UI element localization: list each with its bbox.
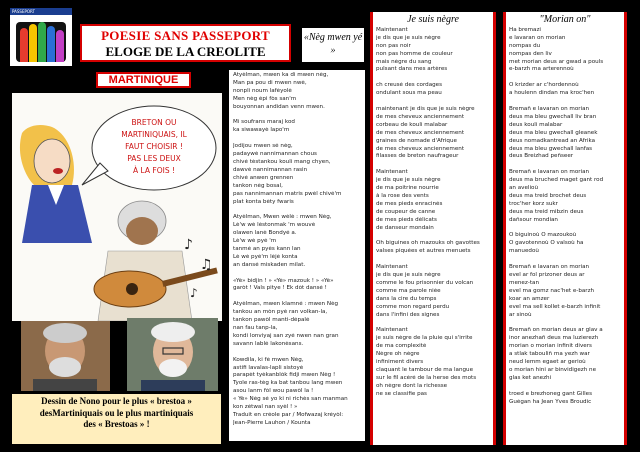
drawing-caption — [12, 394, 221, 444]
poem-line: pulsant dans mes artères — [376, 66, 448, 73]
caption-line-2: desMartiniquais ou le plus martiniquais — [39, 407, 194, 418]
poem-line — [233, 270, 361, 278]
poem-line: o morian hini ar binvidigezh ne — [509, 366, 597, 373]
passeport-logo — [10, 8, 72, 66]
poem-line — [376, 256, 490, 264]
portrait-left-drawing — [21, 321, 110, 391]
poem-line: comme le fou prisonnier du volcan — [376, 279, 474, 286]
logo-hand-yellow — [29, 24, 37, 62]
poem-line: Ha bremazi — [509, 26, 541, 33]
column3-right-bar — [624, 12, 627, 445]
poem-line: Tyole ras-tèg ka bat tanbou lang mwen — [233, 380, 343, 387]
poem-line: sur le fil acéré de la herse des mots — [376, 374, 477, 381]
logo-hand-green — [38, 22, 46, 62]
poem-line: dañsour mondian — [509, 216, 558, 223]
poem-line: dans l'infini des signes — [376, 311, 440, 318]
poem-line: Jodijou mwen sé nèg, — [233, 143, 293, 150]
poem-line: deus Breizhad peñseer — [509, 153, 574, 160]
poem-line: morian o morian infinit divers — [509, 343, 592, 350]
poem-line: Maintenant — [376, 26, 408, 33]
poem-line: ka siwawayè lapo'm — [233, 127, 290, 134]
poem-line: graines de nomade d'Afrique — [376, 137, 457, 144]
poem-line: non pas noir — [376, 42, 411, 49]
poem-line — [376, 74, 490, 82]
poem-line: de ma complexité — [376, 343, 427, 350]
poem-line: plat konta bèty fwaris — [233, 198, 294, 205]
poem-line: de ma poitrine nourrie — [376, 185, 439, 192]
poem-line — [233, 349, 361, 357]
poem-line — [509, 383, 621, 391]
poem-line: olawen lanè Bondyé a. — [233, 230, 297, 237]
poem-line — [509, 256, 621, 264]
column1-title-box — [302, 28, 364, 62]
poem-line: deus ma bleu gwechall gleanek — [509, 129, 598, 136]
region-label: MARTINIQUE — [96, 72, 191, 88]
poem-line: dawvè nannimannan rasin — [233, 166, 308, 173]
poem-line: nompas den liv — [509, 50, 552, 57]
column1-title: «Nèg mwen yé » — [303, 32, 363, 56]
poem-line: tankou an mòn pyé ran volkan-la, — [233, 309, 328, 316]
poem-line: Maintenant — [376, 327, 408, 334]
poem-line: Traduit en créole par / Mofwazaj kréyòl: — [233, 411, 344, 418]
poem-line: corbeau de kouli malabar — [376, 121, 448, 128]
poem-line — [233, 135, 361, 143]
poem-line: valses piquées et autres menuets — [376, 248, 471, 255]
poem-line — [233, 112, 361, 120]
poem-line: Maintenant — [376, 264, 408, 271]
poem-line: troc'her korz sukr — [509, 200, 558, 207]
poem-line: ch creusé des cordages — [376, 82, 443, 89]
poem-line: je dis que je suis nègre — [376, 272, 441, 278]
poem-line: ne se classifie pas — [376, 390, 427, 397]
poem-line — [376, 319, 490, 327]
poem-line: deus kouli malabar — [509, 121, 563, 128]
poem-line: claquant le tambour de ma langue — [376, 366, 474, 373]
poem-line: e lavaran on morian — [509, 34, 566, 41]
poem-line: Kowdila, ki fè mwen Nèg, — [233, 356, 304, 363]
caption-line-3: des « Brestoas » ! — [83, 419, 150, 429]
poem-line — [376, 98, 490, 106]
poem-line: kon zétwal nan syèl ! » — [233, 404, 298, 411]
photo-portrait-left — [21, 321, 110, 391]
poem-french — [373, 12, 493, 445]
poem-line — [376, 161, 490, 169]
poem-line — [509, 161, 621, 169]
speech-line-2: MARTINIQUAIS, IL — [121, 130, 187, 139]
poem-line: infiniment divers — [376, 358, 424, 365]
poem-line: tankon nèg bosal, — [233, 182, 283, 189]
poem-line: non pas homme de couleur — [376, 50, 453, 57]
poem-line: deus ma treid brochet deus — [509, 192, 587, 199]
portrait-right-drawing — [127, 318, 218, 391]
poem-line: dans la cire du temps — [376, 295, 437, 302]
poem-line: de coupeur de canne — [376, 208, 436, 215]
page-title-box — [80, 24, 291, 62]
logo-hand-red — [20, 28, 28, 62]
poem-line: filasses de breton naufrageur — [376, 153, 459, 160]
poem-line: deus nomadkantread an Afrika — [509, 137, 596, 144]
svg-text:♫: ♫ — [200, 257, 213, 273]
poem-line — [509, 74, 621, 82]
logo-hand-purple — [56, 30, 64, 62]
poem-line: Lè wè pyé'm lèjè konta — [233, 253, 298, 260]
poem-line: an dansé miskaden milat. — [233, 261, 306, 268]
poem-line: Bremañ e lavaran on morian — [509, 105, 590, 112]
photo-portrait-right — [127, 318, 218, 391]
poem-line: a houlenn dindan ma kroc'hen — [509, 90, 595, 97]
poem-line: inor anezhañ deus ma luzierezh — [509, 335, 599, 342]
poem-line: deus ma treid mibzin deus — [509, 208, 584, 215]
column3-lines — [509, 27, 621, 407]
speech-line-4: PAS LES DEUX — [127, 154, 181, 163]
poem-line: Lè'w wè pyé 'm — [233, 238, 277, 245]
logo-hand-blue — [47, 26, 55, 62]
poem-line: kondi lonviyaj san zyé nwen nan gran — [233, 332, 339, 339]
poem-line: Bremañ e lavaran on morian — [509, 169, 590, 176]
column3-title: "Morian on" — [539, 14, 591, 25]
poem-line: O gavotennoù O valsoù ha — [509, 240, 584, 247]
poem-line: de mes cheveux anciennement — [376, 145, 465, 152]
cartoon-drawing — [12, 93, 222, 321]
page-title: POESIE SANS PASSEPORT — [101, 28, 270, 43]
poem-line: je dis que je suis nègre — [376, 177, 441, 184]
poem-line: neud lemm egaet ar gerioù — [509, 358, 586, 365]
poem-line: Oh biguines oh mazouks oh gavottes — [376, 240, 480, 247]
poem-line: garòt ! Vals pitye ! Èk dòt dansé ! — [233, 285, 327, 292]
poem-line: maintenant je dis que je suis nègre — [376, 105, 475, 112]
poem-line: Man pa pou di mwen nwè, — [233, 79, 307, 86]
poem-line: evel ma sell kollet e-barzh infinit — [509, 303, 601, 310]
poem-line: Jean-Pierre Lauhon / Kounta — [233, 419, 311, 426]
poem-line: nan fau tanp-la, — [233, 325, 278, 331]
poem-line — [509, 98, 621, 106]
poem-line: de mes pieds délicats — [376, 216, 437, 223]
poem-line: menez-tan — [509, 279, 539, 286]
poem-line: Atyèlman, Mwen wèlè : mwen Nèg, — [233, 214, 332, 221]
poem-line: chivé tèstankou kouli mang chyen, — [233, 158, 331, 165]
poem-line — [509, 319, 621, 327]
poem-line: Guégan ha Jean Yves Broudic — [509, 398, 592, 405]
poem-line: comme ma parole niée — [376, 287, 441, 294]
speech-line-5: À LA FOIS ! — [133, 166, 175, 175]
column2-right-bar — [493, 12, 496, 445]
poem-line: a stlak tabouliñ ma yezh war — [509, 351, 590, 358]
poem-line: Atyèlman, mwen ka di mwen nèg, — [233, 72, 329, 78]
poem-creole — [229, 70, 365, 441]
poem-line: de danseur mondain — [376, 224, 434, 231]
poem-line: glas ket anezhi — [509, 374, 552, 381]
poem-line: evel ar fol prizoner deus ar — [509, 272, 585, 278]
poem-line: deus ma bleu gwechall lanfas — [509, 145, 593, 152]
poem-line: Bremañ e lavaran on morian — [509, 264, 590, 271]
poem-line: asou lanm fòl wou pawòl la ! — [233, 388, 314, 395]
poem-line: ondulant sous ma peau — [376, 90, 442, 97]
poem-line: koar an amzer — [509, 295, 550, 302]
poem-line: nompas du — [509, 42, 541, 49]
poem-line: oh nègre dont la richesse — [376, 382, 448, 389]
poem-line: savann lablé lakonèsans. — [233, 340, 304, 347]
speech-line-3: FAUT CHOISIR ! — [125, 142, 183, 151]
poem-line: manuedoù — [509, 248, 539, 255]
poem-line: tankon pawòl manti-dépalé — [233, 317, 310, 324]
svg-text:♪: ♪ — [184, 237, 193, 253]
page-subtitle: ELOGE DE LA CREOLITE — [105, 44, 266, 59]
poem-line: astifi lavalas-lapli sistoyé — [233, 364, 304, 371]
poem-line: Bremañ on morian deus ar glav a — [509, 327, 603, 334]
svg-text:♪: ♪ — [190, 286, 198, 300]
poem-line — [233, 293, 361, 301]
poem-line: met morian deus ar gwad a pouls — [509, 58, 604, 65]
poem-line: parapèt tyèkanblòk fidji mwen Nèg ! — [233, 372, 336, 379]
poem-line: bouyonnan andidan venn mwen. — [233, 103, 325, 110]
poem-line: deus ma bleu gwechall liv bran — [509, 113, 597, 120]
poem-line — [376, 232, 490, 240]
poem-line: je dis que je suis nègre — [376, 34, 441, 41]
logo-text: PASSEPORT — [12, 9, 35, 14]
poem-line: «Yè» bidjin ! » «Yè» mazouk ! » «Yè» — [233, 277, 334, 284]
poem-line — [509, 225, 621, 233]
poem-line: an avelioù — [509, 185, 539, 192]
poem-line: nonpli noum lafèyolè — [233, 87, 292, 94]
poem-line: « Yè» Nèg sé yo ki ni richès san manman — [233, 396, 348, 403]
poem-line: mais nègre du sang — [376, 58, 432, 65]
poem-line: O krizder ar c'hordennoù — [509, 82, 579, 89]
cartoon-illustration — [12, 93, 222, 321]
poem-line: evel ma gomz nac'het e-barzh — [509, 287, 595, 294]
poem-line: tanmé an pyès kann lan — [233, 245, 301, 252]
poem-line: comme mon regard perdu — [376, 303, 450, 310]
caption-line-1: Dessin de Nono pour le plus « brestoa » — [41, 396, 192, 406]
poem-line: Maintenant — [376, 169, 408, 176]
poem-line: deus ma bruched maget gant rod — [509, 177, 604, 184]
poem-line: je suis nègre de la pluie qui s'irrite — [376, 335, 473, 342]
poem-line: pas nannimannan matris pwèl chivé'm — [233, 190, 342, 197]
poem-line: de mes cheveux anciennement — [376, 113, 465, 120]
poem-line: troed e brezhoneg gant Gilles — [509, 390, 593, 397]
poem-line: de mes pieds enracinés — [376, 200, 443, 207]
poem-line: de mes cheveux anciennement — [376, 129, 465, 136]
poem-line — [233, 206, 361, 214]
poem-line: chivé anwen grennen — [233, 174, 294, 181]
poem-line: Mi soufrans maraj kod — [233, 119, 295, 126]
poem-breton — [506, 12, 624, 445]
poem-line: e-barzh ma arterennoù — [509, 66, 574, 73]
poem-line: O biguinoù O mazoukoù — [509, 232, 577, 239]
poem-line: Nègre oh nègre — [376, 351, 420, 358]
poem-line: padaywè nannimannan chous — [233, 151, 317, 158]
column2-lines — [376, 27, 490, 399]
poem-line: à la rose des vents — [376, 192, 429, 199]
poem-line: Men nèg épi fòs san'm — [233, 95, 297, 102]
poem-line: Lè'w wè lèstonmak 'm wouvè — [233, 222, 316, 229]
poem-line: ar sinoù — [509, 311, 532, 318]
speech-line-1: BRETON OU — [131, 118, 177, 127]
poem-line: Atyèlman, mwen klamné : mwen Nèg — [233, 301, 339, 308]
column2-title: Je suis nègre — [407, 14, 459, 25]
